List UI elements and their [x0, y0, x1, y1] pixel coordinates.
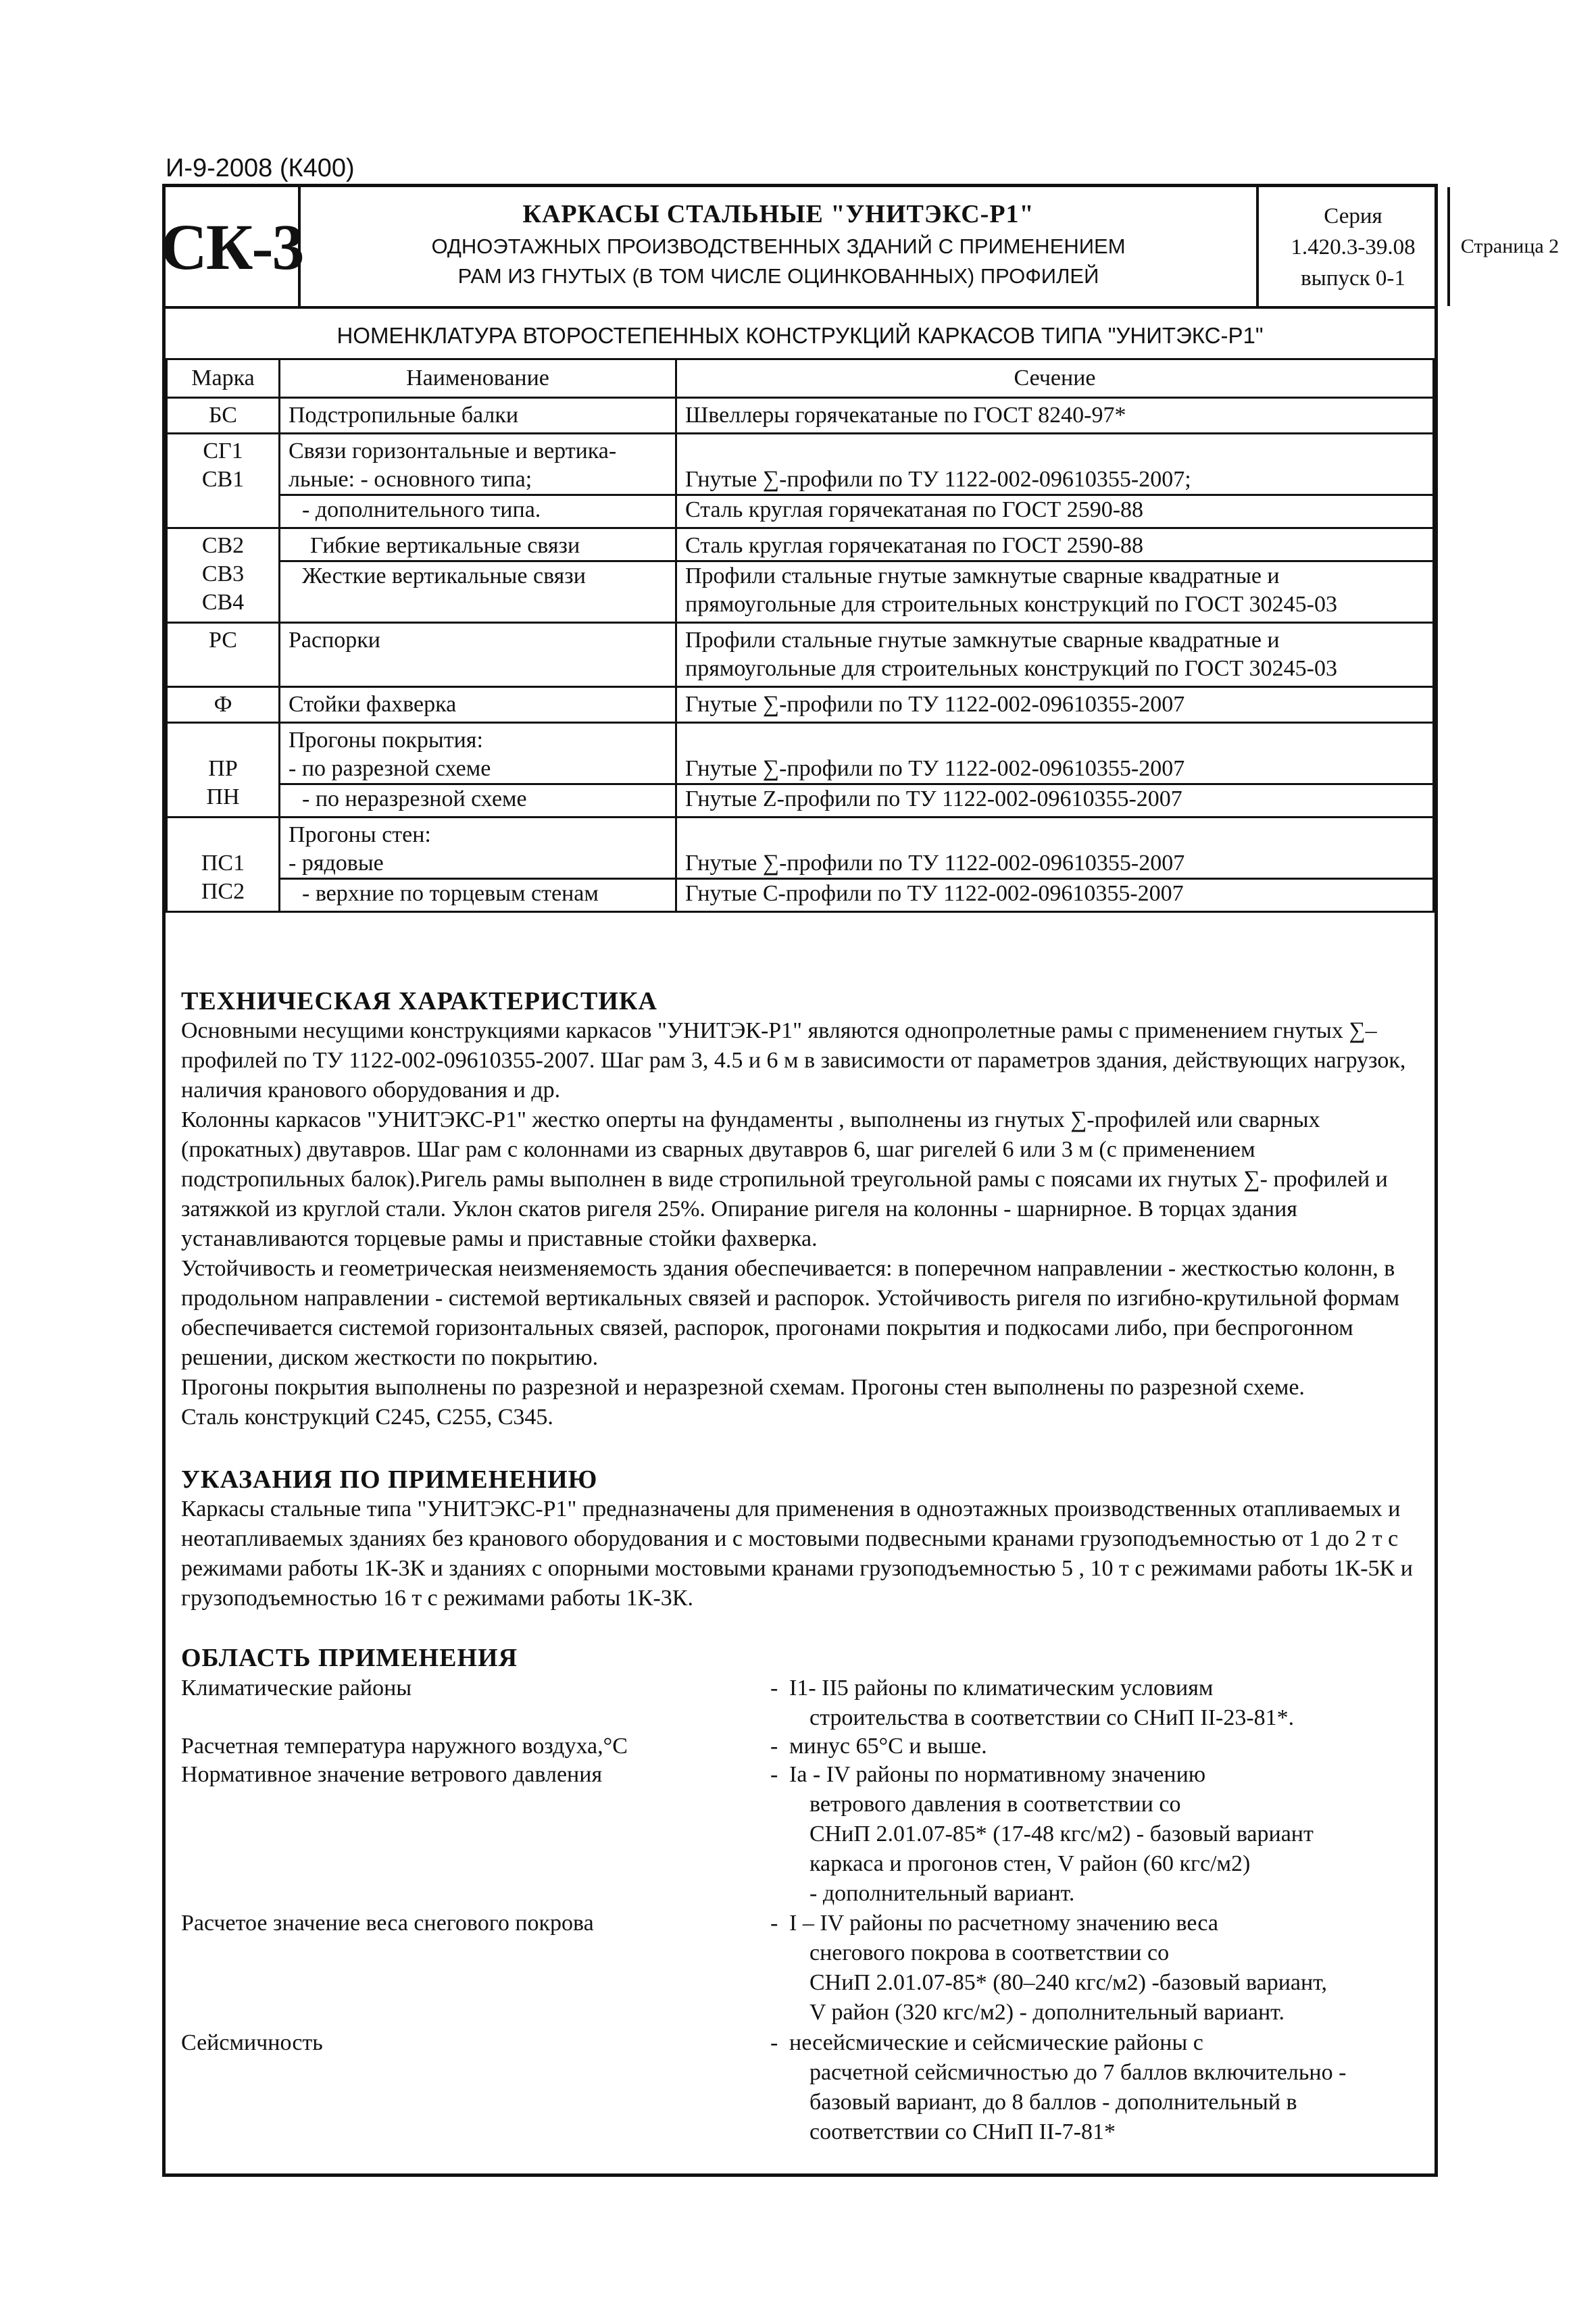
value-line: - дополнительный вариант.: [809, 1881, 1075, 1906]
column-header-mark: Марка: [167, 359, 280, 398]
value-line: СНиП 2.01.07-85* (80–240 кгс/м2) -базовый вариант,: [809, 1970, 1327, 1995]
value-line: несейсмические и сейсмические районы с: [789, 2030, 1203, 2055]
table-header-row: [167, 359, 1434, 398]
tech-paragraph: Прогоны покрытия выполнены по разрезной и неразрезной схемам. Прогоны стен выполнены по разрезной схеме.: [181, 1375, 1305, 1400]
cell-mark: [167, 723, 280, 818]
cell-section: Швеллеры горячекатаные по ГОСТ 8240-97*: [676, 398, 1434, 434]
usage-heading: УКАЗАНИЯ ПО ПРИМЕНЕНИЮ: [181, 1465, 598, 1494]
nomenclature-title: НОМЕНКЛАТУРА ВТОРОСТЕПЕННЫХ КОНСТРУКЦИЙ КАРКАСОВ ТИПА "УНИТЭКС-Р1": [336, 323, 1264, 348]
mark-item: СВ2: [201, 533, 245, 558]
nomenclature-table: [166, 358, 1435, 913]
usage-paragraph: Каркасы стальные типа "УНИТЭКС-Р1" предназначены для применения в одноэтажных производственных отапливаемых и неотапливаемых зданиях без кранового оборудования и с мостовыми подвесными кранами грузоподъемностью от 1 до 2 т с режимами работы 1К-3К и зданиях с опорными мостовыми кранами грузоподъемностью 5 , 10 т с режимами работы 1К-5К и грузоподъемностью 16 т с режимами работы 1К-3К.: [181, 1496, 1413, 1611]
mark-item: СВ4: [201, 590, 245, 615]
section-line: Сталь круглая горячекатаная по ГОСТ 2590-88: [685, 533, 1144, 558]
mark-item: ПС1: [201, 851, 245, 876]
climate-value: [770, 1674, 1411, 1733]
temp-label: Расчетная температура наружного воздуха,°С: [181, 1734, 628, 1759]
tech-paragraph: Основными несущими конструкциями каркасов "УНИТЭК-Р1" являются однопролетные рамы с применением гнутых ∑– профилей по ТУ 1122-002-09610355-2007. Шаг рам 3, 4.5 и 6 м в зависимости от параметров здания, действующих нагрузок, наличия кранового оборудования и др.: [181, 1018, 1406, 1103]
dash: -: [770, 1676, 778, 1701]
title-line-3: РАМ ИЗ ГНУТЫХ (В ТОМ ЧИСЛЕ ОЦИНКОВАННЫХ) ПРОФИЛЕЙ: [457, 264, 1099, 288]
mark-item: СВ3: [201, 561, 245, 586]
tech-paragraph: Устойчивость и геометрическая неизменяемость здания обеспечивается: в поперечном направлении - жесткостью колонн, в продольном направлении - системой вертикальных связей и распорок. Устойчивость ригеля по изгибно-крутильной формам обеспечивается системой горизонтальных связей, распорок, прогонами покрытия и подкосами либо, при беспрогонном решении, диском жесткости по покрытию.: [181, 1256, 1400, 1370]
cell-mark: Ф: [167, 687, 280, 723]
title-line-2: ОДНОЭТАЖНЫХ ПРОИЗВОДСТВЕННЫХ ЗДАНИЙ С ПРИМЕНЕНИЕМ: [431, 234, 1126, 258]
snow-label: Расчетое значение веса снегового покрова: [181, 1911, 594, 1936]
name-line: - дополнительного типа.: [280, 494, 675, 524]
page-number: Страница 2: [1460, 235, 1560, 257]
table-row: [167, 623, 1434, 687]
table-row: [167, 723, 1434, 818]
cell-section: [676, 528, 1434, 623]
dash: -: [770, 1734, 778, 1759]
cell-section: Гнутые ∑-профили по ТУ 1122-002-09610355-2007: [676, 687, 1434, 723]
tech-paragraph: Сталь конструкций С245, С255, С345.: [181, 1405, 553, 1430]
climate-label: Климатические районы: [181, 1676, 412, 1701]
column-header-name: Наименование: [280, 359, 676, 398]
value-line: Iа - IV районы по нормативному значению: [789, 1762, 1206, 1787]
section-line: Гнутые ∑-профили по ТУ 1122-002-09610355-2007: [685, 756, 1185, 781]
name-line: - по разрезной схеме: [289, 756, 491, 781]
table-row: [167, 398, 1434, 434]
document-code: И-9-2008 (К400): [166, 154, 355, 182]
mark-item: СВ1: [201, 467, 245, 492]
value-line: I1- II5 районы по климатическим условиям: [789, 1676, 1214, 1701]
cell-section: [676, 723, 1434, 818]
name-line: - рядовые: [289, 851, 384, 876]
mark-item: ПН: [206, 784, 240, 809]
wind-label: Нормативное значение ветрового давления: [181, 1762, 603, 1787]
sheet-mark: СК-3: [166, 187, 301, 306]
series-label: Серия: [1324, 204, 1382, 228]
value-line: строительства в соответствии со СНиП II-23-81*.: [809, 1705, 1295, 1730]
cell-name: [280, 434, 676, 528]
section-line: Профили стальные гнутые замкнутые сварные квадратные и прямоугольные для строительных конструкций по ГОСТ 30245-03: [677, 560, 1432, 619]
series-code: 1.420.3-39.08: [1291, 235, 1416, 259]
area-heading: ОБЛАСТЬ ПРИМЕНЕНИЯ: [181, 1644, 518, 1672]
name-line: Связи горизонтальные и вертика-: [289, 438, 617, 463]
name-line: Прогоны стен:: [289, 822, 431, 847]
tech-section: [181, 986, 1424, 1432]
name-line: - по неразрезной схеме: [280, 783, 675, 813]
value-line: базовый вариант, до 8 баллов - дополнительный в: [809, 2090, 1297, 2115]
cell-name: [280, 528, 676, 623]
name-line: Прогоны покрытия:: [289, 728, 483, 753]
mark-item: СГ1: [203, 438, 243, 463]
section-line: Гнутые Z-профили по ТУ 1122-002-09610355-2007: [677, 783, 1432, 813]
cell-section: [676, 434, 1434, 528]
series-info: [1259, 187, 1450, 306]
mark-item: ПР: [208, 756, 238, 781]
cell-mark: [167, 818, 280, 912]
value-line: V район (320 кгс/м2) - дополнительный вариант.: [809, 2000, 1285, 2025]
name-line: Жесткие вертикальные связи: [280, 560, 675, 590]
usage-section: [181, 1465, 1424, 1613]
value-line: каркаса и прогонов стен, V район (60 кгс/м2): [809, 1851, 1251, 1876]
dash: -: [770, 1911, 778, 1936]
value-line: снегового покрова в соответствии со: [809, 1940, 1170, 1965]
value-line: ветрового давления в соответствии со: [809, 1792, 1181, 1817]
mark-item: ПС2: [201, 879, 245, 904]
section-line: Гнутые С-профили по ТУ 1122-002-09610355-2007: [677, 878, 1432, 908]
cell-mark: РС: [167, 623, 280, 687]
title-line-1: КАРКАСЫ СТАЛЬНЫЕ "УНИТЭКС-Р1": [522, 200, 1034, 228]
tech-heading: ТЕХНИЧЕСКАЯ ХАРАКТЕРИСТИКА: [181, 987, 657, 1015]
document-title: [301, 187, 1259, 306]
column-header-section: Сечение: [676, 359, 1434, 398]
temp-value: [770, 1732, 1411, 1761]
cell-section: [676, 818, 1434, 912]
cell-name: [280, 818, 676, 912]
cell-name: Распорки: [280, 623, 676, 687]
value-line: расчетной сейсмичностью до 7 баллов включительно -: [809, 2060, 1347, 2085]
cell-name: [280, 723, 676, 818]
cell-mark: [167, 434, 280, 528]
name-line: Гибкие вертикальные связи: [310, 533, 580, 558]
name-line: льные: - основного типа;: [289, 467, 532, 492]
area-heading-block: [181, 1643, 1424, 1673]
cell-name: Подстропильные балки: [280, 398, 676, 434]
title-block: [160, 187, 1560, 309]
section-line: Сталь круглая горячекатаная по ГОСТ 2590-88: [677, 494, 1432, 524]
dash: -: [770, 2030, 778, 2055]
section-line: Гнутые ∑-профили по ТУ 1122-002-09610355-2007;: [685, 467, 1191, 492]
table-row: [167, 818, 1434, 912]
name-line: - верхние по торцевым стенам: [280, 878, 675, 908]
cell-mark: [167, 528, 280, 623]
table-row: [167, 687, 1434, 723]
cell-mark: БС: [167, 398, 280, 434]
value-line: соответствии со СНиП II-7-81*: [809, 2119, 1116, 2144]
tech-paragraph: Колонны каркасов "УНИТЭКС-Р1" жестко оперты на фундаменты , выполнены из гнутых ∑-профилей или сварных (прокатных) двутавров. Шаг рам с колоннами из сварных двутавров 6, шаг ригелей 6 или 3 м (с применением подстропильных балок).Ригель рамы выполнен в виде стропильной треугольной рамы с поясами их гнутых ∑- профилей и затяжкой из круглой стали. Уклон скатов ригеля 25%. Опирание ригеля на колонны - шарнирное. В торцах здания устанавливаются торцевые рамы и приставные стойки фахверка.: [181, 1107, 1388, 1251]
seis-value: [770, 2028, 1411, 2147]
cell-name: Стойки фахверка: [280, 687, 676, 723]
cell-section: Профили стальные гнутые замкнутые сварные квадратные и прямоугольные для строительных конструкций по ГОСТ 30245-03: [676, 623, 1434, 687]
series-issue: выпуск 0-1: [1301, 266, 1405, 291]
dash: -: [770, 1762, 778, 1787]
seis-label: Сейсмичность: [181, 2030, 323, 2055]
wind-value: [770, 1760, 1411, 1909]
value-line: I – IV районы по расчетному значению веса: [789, 1911, 1218, 1936]
section-line: Гнутые ∑-профили по ТУ 1122-002-09610355-2007: [685, 851, 1185, 876]
value-line: СНиП 2.01.07-85* (17-48 кгс/м2) - базовый вариант: [809, 1821, 1314, 1846]
value-line: минус 65°С и выше.: [789, 1734, 987, 1759]
table-row: [167, 434, 1434, 528]
table-row: [167, 528, 1434, 623]
snow-value: [770, 1909, 1411, 2028]
